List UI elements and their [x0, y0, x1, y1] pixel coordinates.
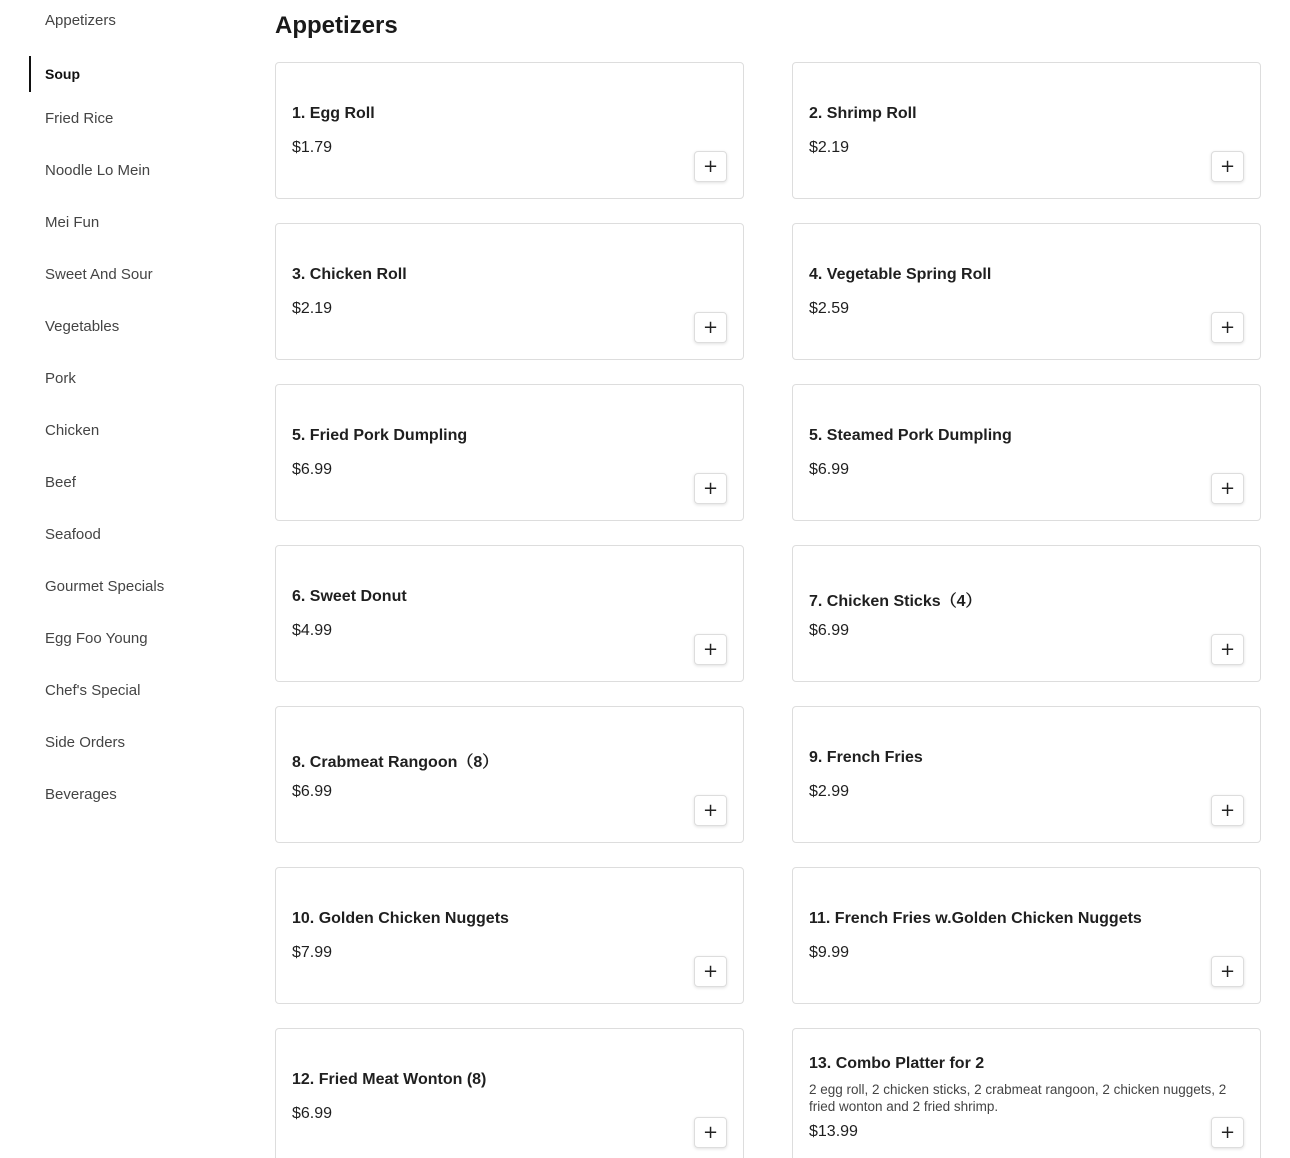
menu-item-name: 1. Egg Roll [292, 105, 375, 122]
add-to-cart-button[interactable] [694, 634, 727, 665]
sidebar-item-beverages[interactable] [29, 768, 229, 820]
menu-item-price: $6.99 [809, 622, 850, 639]
menu-item-price: $9.99 [809, 944, 850, 961]
plus-icon: + [702, 1122, 719, 1143]
menu-item-card[interactable] [792, 384, 1261, 521]
sidebar-item-label: Side Orders [45, 733, 126, 751]
sidebar-item-label: Chef's Special [45, 681, 141, 699]
menu-item-price: $6.99 [292, 783, 333, 800]
menu-item-card[interactable] [792, 1028, 1261, 1158]
menu-item-name: 5. Fried Pork Dumpling [292, 427, 468, 444]
plus-icon: + [1219, 961, 1236, 982]
menu-item-card[interactable] [792, 545, 1261, 682]
add-to-cart-button[interactable] [694, 795, 727, 826]
menu-item-card[interactable] [275, 384, 744, 521]
sidebar-item-label: Gourmet Specials [45, 577, 165, 595]
menu-item-name: 6. Sweet Donut [292, 588, 407, 605]
plus-icon: + [702, 317, 719, 338]
menu-item-card[interactable] [275, 223, 744, 360]
menu-item-price: $2.19 [292, 300, 333, 317]
sidebar-item-side-orders[interactable] [29, 716, 229, 768]
sidebar-item-appetizers[interactable] [29, 0, 229, 40]
menu-item-description: 2 egg roll, 2 chicken sticks, 2 crabmeat rangoon, 2 chicken nuggets, 2 fried wonton and 2 fried shrimp. [809, 1082, 1227, 1114]
sidebar-item-egg-foo-young[interactable] [29, 612, 229, 664]
menu-item-price: $1.79 [292, 139, 333, 156]
menu-item-price: $7.99 [292, 944, 333, 961]
menu-item-card[interactable] [792, 223, 1261, 360]
sidebar-item-label: Sweet And Sour [45, 265, 153, 283]
menu-item-name: 11. French Fries w.Golden Chicken Nuggets [809, 910, 1142, 927]
section-title: Appetizers [275, 12, 398, 39]
menu-item-card[interactable] [275, 62, 744, 199]
menu-item-card[interactable] [792, 867, 1261, 1004]
sidebar-item-label: Appetizers [45, 11, 116, 29]
menu-item-price: $6.99 [292, 461, 333, 478]
plus-icon: + [1219, 156, 1236, 177]
plus-icon: + [702, 156, 719, 177]
menu-item-name: 12. Fried Meat Wonton (8) [292, 1071, 487, 1088]
add-to-cart-button[interactable] [694, 473, 727, 504]
menu-item-price: $2.19 [809, 139, 850, 156]
menu-item-name: 8. Crabmeat Rangoon（8） [292, 754, 499, 771]
menu-item-card[interactable] [275, 706, 744, 843]
sidebar-item-gourmet-specials[interactable] [29, 560, 229, 612]
menu-item-price: $4.99 [292, 622, 333, 639]
menu-item-card[interactable] [792, 706, 1261, 843]
sidebar-item-label: Chicken [45, 421, 100, 439]
plus-icon: + [702, 478, 719, 499]
add-to-cart-button[interactable] [1211, 795, 1244, 826]
sidebar-item-label: Mei Fun [45, 213, 100, 231]
add-to-cart-button[interactable] [694, 151, 727, 182]
add-to-cart-button[interactable] [694, 1117, 727, 1148]
menu-item-card[interactable] [275, 545, 744, 682]
plus-icon: + [702, 639, 719, 660]
sidebar-item-beef[interactable] [29, 456, 229, 508]
add-to-cart-button[interactable] [694, 312, 727, 343]
menu-item-name: 5. Steamed Pork Dumpling [809, 427, 1012, 444]
menu-item-name: 9. French Fries [809, 749, 923, 766]
plus-icon: + [1219, 639, 1236, 660]
menu-item-name: 4. Vegetable Spring Roll [809, 266, 992, 283]
add-to-cart-button[interactable] [1211, 634, 1244, 665]
add-to-cart-button[interactable] [1211, 312, 1244, 343]
add-to-cart-button[interactable] [1211, 473, 1244, 504]
sidebar-item-fried-rice[interactable] [29, 92, 229, 144]
add-to-cart-button[interactable] [694, 956, 727, 987]
menu-item-grid [275, 62, 1261, 1158]
sidebar-item-pork[interactable] [29, 352, 229, 404]
menu-item-price: $13.99 [809, 1123, 858, 1140]
menu-item-card[interactable] [792, 62, 1261, 199]
category-sidebar [29, 0, 229, 820]
plus-icon: + [1219, 1122, 1236, 1143]
sidebar-item-chicken[interactable] [29, 404, 229, 456]
plus-icon: + [1219, 317, 1236, 338]
sidebar-item-label: Seafood [45, 525, 101, 543]
menu-item-name: 2. Shrimp Roll [809, 105, 917, 122]
menu-item-name: 3. Chicken Roll [292, 266, 407, 283]
sidebar-item-label: Egg Foo Young [45, 629, 148, 647]
menu-item-name: 10. Golden Chicken Nuggets [292, 910, 509, 927]
menu-item-price: $6.99 [292, 1105, 333, 1122]
menu-item-card[interactable] [275, 867, 744, 1004]
plus-icon: + [702, 961, 719, 982]
sidebar-item-label: Soup [45, 66, 80, 82]
sidebar-item-sweet-and-sour[interactable] [29, 248, 229, 300]
menu-item-name: 13. Combo Platter for 2 [809, 1055, 985, 1072]
sidebar-item-mei-fun[interactable] [29, 196, 229, 248]
menu-item-name: 7. Chicken Sticks（4） [809, 593, 982, 610]
sidebar-item-label: Beef [45, 473, 76, 491]
plus-icon: + [1219, 800, 1236, 821]
sidebar-item-noodle-lo-mein[interactable] [29, 144, 229, 196]
menu-item-price: $6.99 [809, 461, 850, 478]
sidebar-item-label: Fried Rice [45, 109, 114, 127]
sidebar-item-label: Noodle Lo Mein [45, 161, 151, 179]
menu-item-card[interactable] [275, 1028, 744, 1158]
sidebar-item-chef-s-special[interactable] [29, 664, 229, 716]
add-to-cart-button[interactable] [1211, 1117, 1244, 1148]
plus-icon: + [1219, 478, 1236, 499]
sidebar-item-soup[interactable] [29, 40, 229, 92]
plus-icon: + [702, 800, 719, 821]
sidebar-item-seafood[interactable] [29, 508, 229, 560]
menu-item-price: $2.59 [809, 300, 850, 317]
add-to-cart-button[interactable] [1211, 151, 1244, 182]
menu-item-price: $2.99 [809, 783, 850, 800]
sidebar-item-label: Vegetables [45, 317, 120, 335]
add-to-cart-button[interactable] [1211, 956, 1244, 987]
sidebar-item-label: Beverages [45, 785, 117, 803]
sidebar-item-vegetables[interactable] [29, 300, 229, 352]
sidebar-item-label: Pork [45, 369, 76, 387]
